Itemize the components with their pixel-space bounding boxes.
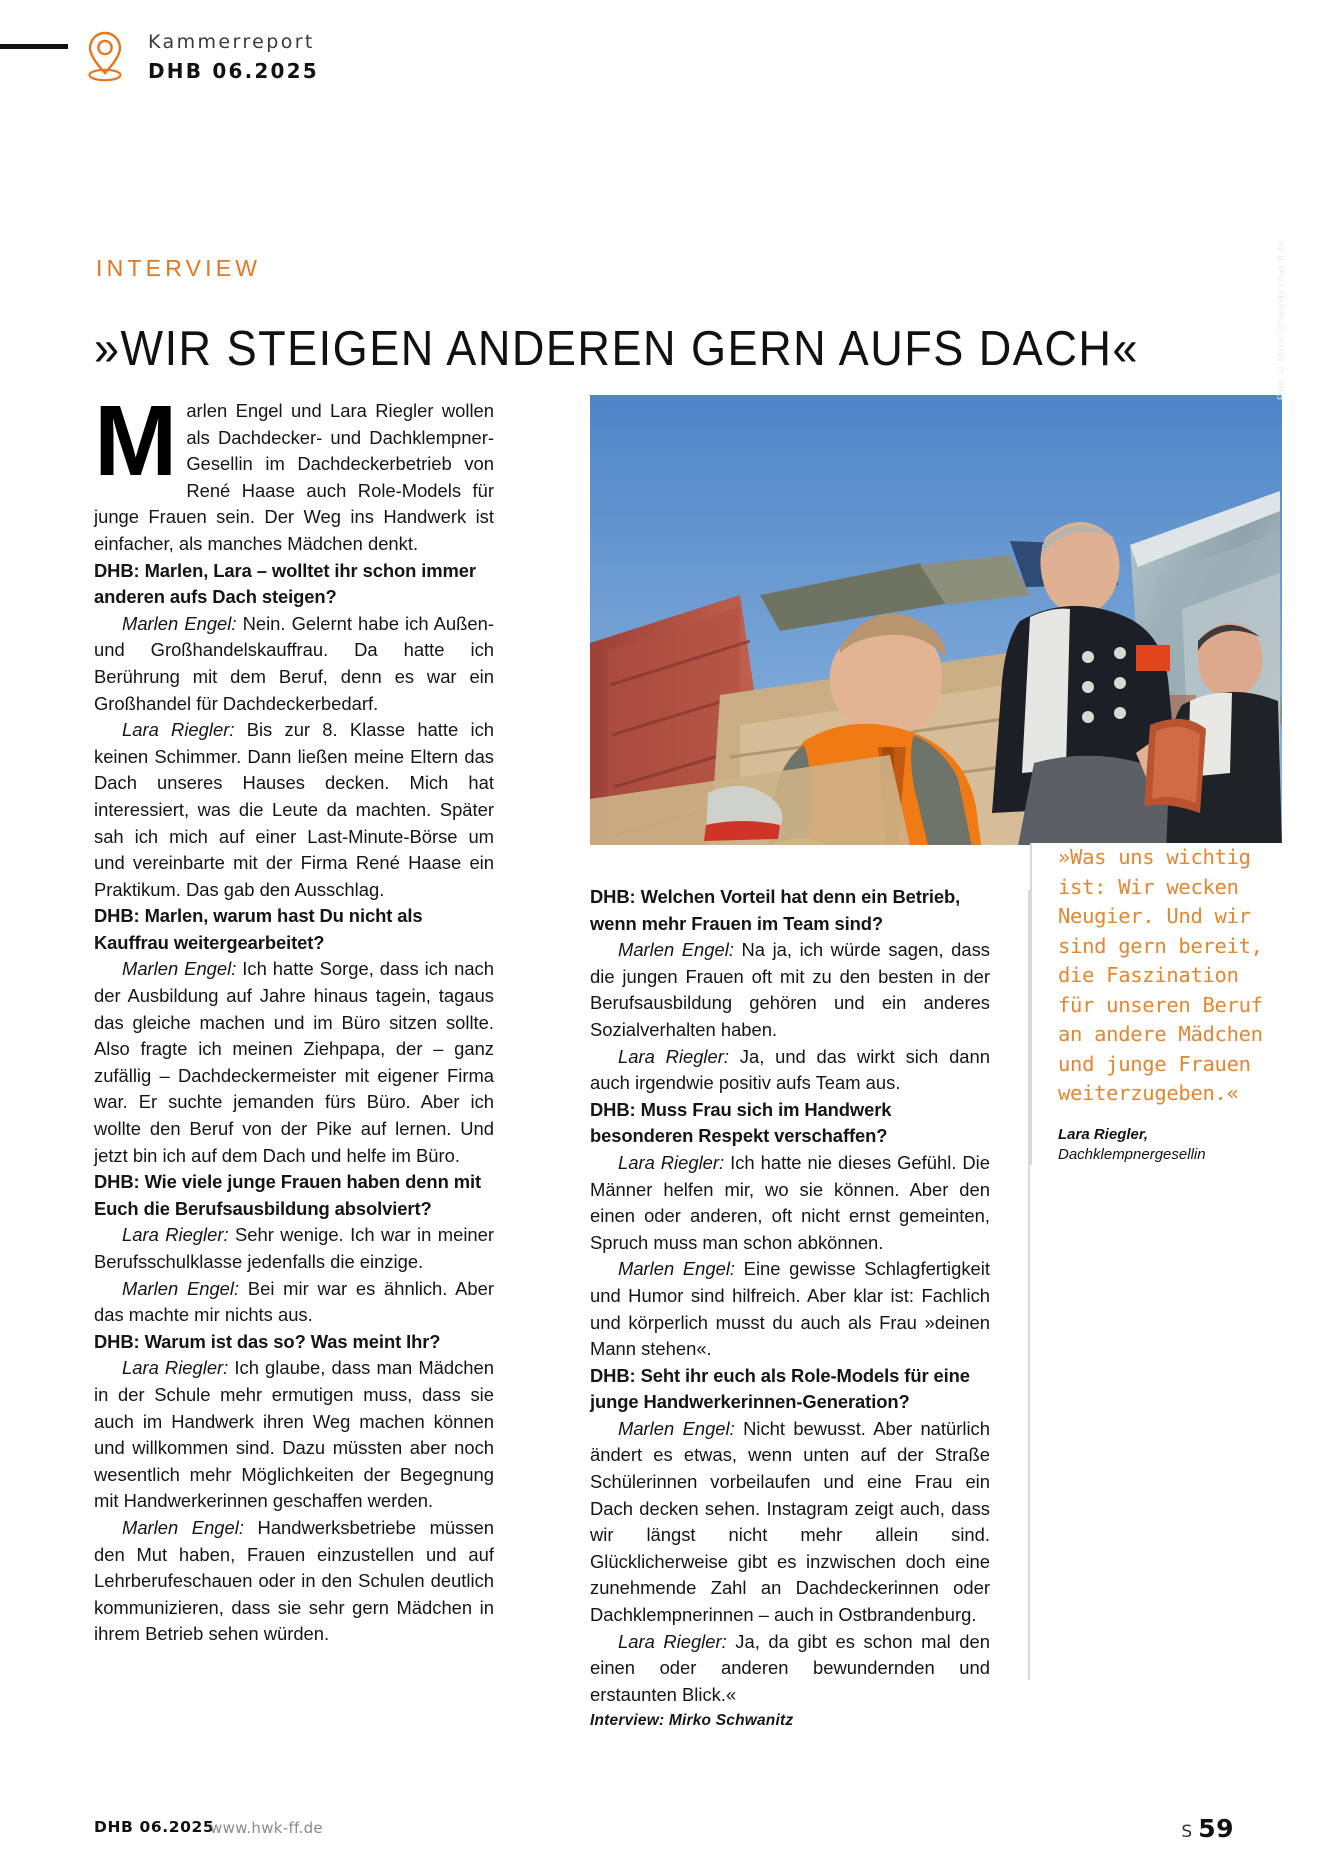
answer — [94, 717, 494, 903]
question: DHB: Muss Frau sich im Handwerk besonderen Respekt verschaffen? — [590, 1098, 892, 1147]
pull-quote-text: »Was uns wichtig ist: Wir wecken Neugier. Und wir sind gern bereit, die Faszination für unseren Beruf an andere Mädchen und junge Frauen weiterzugeben.« — [1058, 845, 1263, 1105]
question: DHB: Welchen Vorteil hat denn ein Betrieb, wenn mehr Frauen im Team sind? — [590, 886, 961, 934]
answer-text: Na ja, ich würde sagen, dass die jungen Frauen oft mit zu den besten in der Berufsausbildung gehören und ein anderes Sozialverhalten haben. — [590, 939, 990, 1040]
answer — [590, 937, 990, 1043]
answer — [590, 1256, 990, 1362]
answer — [590, 1629, 990, 1709]
answer — [94, 611, 494, 717]
article-photo — [590, 395, 1282, 845]
masthead — [0, 30, 560, 94]
answer — [590, 1150, 990, 1256]
question: DHB: Marlen, warum hast Du nicht als Kauffrau weitergearbeitet? — [94, 905, 423, 953]
answer-text: Ja, und das wirkt sich dann auch irgendwie positiv aufs Team aus. — [590, 1045, 990, 1094]
photo-credit: Foto: © Mirko Schwanitz / hwk-ff.de — [1276, 241, 1286, 400]
answer-text: Ich glaube, dass man Mädchen in der Schule mehr ermutigen muss, dass sie auch im Handwerk ihren Weg machen können und willkommen sind. Dazu müssten aber noch wesentlich mehr Möglichkeiten der Begegnung mit Handwerkerinnen geschaffen werden. — [94, 1357, 494, 1512]
speaker-name: Lara Riegler: — [122, 1357, 229, 1379]
answer-text: Nicht bewusst. Aber natürlich ändert es etwas, wenn unten auf der Straße Schülerinnen vorbeilaufen und eine Frau ein Dach decken sehen. Instagram zeigt auch, dass wir längst nicht mehr allein sind. Glücklicherweise gibt es inzwischen doch eine zunehmende Zahl an Dachdeckerinnen oder Dachklempnerinnen – auch in Ostbrandenburg. — [590, 1417, 990, 1626]
speaker-name: Lara Riegler: — [618, 1630, 727, 1652]
speaker-name: Lara Riegler: — [122, 719, 235, 741]
speaker-name: Marlen Engel: — [122, 1277, 240, 1299]
speaker-name: Lara Riegler: — [618, 1151, 725, 1173]
answer-text: Eine gewisse Schlagfertigkeit und Humor sind hilfreich. Aber klar ist: Fachlich und körperlich musst du auch als Frau »deinen Mann stehen«. — [590, 1258, 990, 1360]
question: DHB: Marlen, Lara – wolltet ihr schon immer anderen aufs Dach steigen? — [94, 559, 476, 608]
masthead-kicker: Kammerreport — [148, 31, 315, 53]
footer-page-value: 59 — [1198, 1814, 1234, 1843]
intro-paragraph — [94, 385, 494, 558]
answer-text: Bei mir war es ähnlich. Aber das machte mir nichts aus. — [94, 1277, 494, 1326]
answer-text: Bis zur 8. Klasse hatte ich keinen Schimmer. Dann ließen meine Eltern das Dach unseres Hauses decken. Mich hat interessiert, was die Leute da machten. Später sah ich mich auf einer Last-Minute-Börse um und vereinbarte mit der Firma René Haase ein Praktikum. Das gab den Ausschlag. — [94, 719, 494, 900]
footer-issue: DHB 06.2025 — [94, 1818, 215, 1836]
answer — [94, 1276, 494, 1329]
interview-byline: Interview: Mirko Schwanitz — [590, 1712, 794, 1730]
speaker-name: Marlen Engel: — [618, 1258, 736, 1280]
masthead-rule — [0, 44, 68, 49]
footer-url[interactable]: www.hwk-ff.de — [210, 1819, 323, 1837]
answer-text: Ich hatte Sorge, dass ich nach der Ausbildung auf Jahre hinaus tagein, tagaus das gleiche machen und im Büro sitzen sollte. Also fragte ich meinen Ziehpapa, der – ganz zufällig – Dachdeckermeister mit eigener Firma war. Er suchte jemanden fürs Büro. Aber ich wollte den Beruf von der Pike auf lernen. Und jetzt bin ich auf dem Dach und helfe im Büro. — [94, 958, 494, 1166]
question: DHB: Seht ihr euch als Role-Models für eine junge Handwerkerinnen-Generation? — [590, 1364, 970, 1413]
pull-quote-attribution-name: Lara Riegler, — [1058, 1125, 1149, 1143]
answer — [94, 956, 494, 1169]
answer — [94, 1355, 494, 1515]
speaker-name: Lara Riegler: — [122, 1224, 229, 1246]
map-pin-icon — [85, 30, 125, 86]
article-kicker: INTERVIEW — [96, 255, 262, 281]
answer-text: Handwerksbetriebe müssen den Mut haben, Frauen einzustellen und auf Lehrberufeschauen oder in den Schulen deutlich kommunizieren, dass sie sehr gern Mädchen in ihrem Betrieb sehen würden. — [94, 1516, 494, 1645]
page-footer — [94, 1814, 1234, 1843]
answer — [94, 1515, 494, 1648]
speaker-name: Marlen Engel: — [122, 1516, 244, 1538]
speaker-name: Marlen Engel: — [122, 612, 237, 634]
answer-text: Ja, da gibt es schon mal den einen oder anderen bewundernden und erstaunten Blick.« — [590, 1630, 990, 1705]
footer-page-prefix: S — [1181, 1822, 1194, 1842]
answer — [590, 1044, 990, 1097]
pull-quote-attribution-role: Dachklempnergesellin — [1058, 1145, 1206, 1163]
footer-page-number — [1181, 1814, 1234, 1843]
speaker-name: Marlen Engel: — [122, 958, 237, 980]
question: DHB: Warum ist das so? Was meint Ihr? — [94, 1330, 441, 1352]
speaker-name: Marlen Engel: — [618, 939, 734, 961]
masthead-text — [148, 30, 319, 84]
answer-text: Sehr wenige. Ich war in meiner Berufsschulklasse jedenfalls die einzige. — [94, 1224, 494, 1272]
answer — [94, 1222, 494, 1275]
question: DHB: Wie viele junge Frauen haben denn mit Euch die Berufsausbildung absolviert? — [94, 1171, 481, 1219]
drop-cap: M — [94, 385, 178, 497]
answer — [590, 1416, 990, 1629]
column-middle — [590, 884, 990, 1735]
answer-text: Ich hatte nie dieses Gefühl. Die Männer helfen mir, wo sie können. Aber den einen oder anderen, oft nicht ernst gemeinten, Spruch muss man schon abkönnen. — [590, 1151, 990, 1253]
speaker-name: Lara Riegler: — [618, 1045, 729, 1067]
answer-text: Nein. Gelernt habe ich Außen- und Großhandelskauffrau. Da hatte ich Berührung mit dem Beruf, denn es war ein Großhandel für Dachdeckerbedarf. — [94, 612, 494, 714]
pull-quote — [1030, 843, 1282, 1165]
page-title: »WIR STEIGEN ANDEREN GERN AUFS DACH« — [94, 321, 1139, 376]
intro-text: arlen Engel und Lara Riegler wollen als Dachdecker- und Dachklempner-Gesellin im Dachdeckerbetrieb von René Haase auch Role-Models für junge Frauen sein. Der Weg ins Handwerk ist einfacher, als manches Mädchen denkt. — [94, 400, 494, 554]
column-left — [94, 385, 494, 1648]
speaker-name: Marlen Engel: — [618, 1417, 735, 1439]
masthead-issue: DHB 06.2025 — [148, 59, 319, 83]
